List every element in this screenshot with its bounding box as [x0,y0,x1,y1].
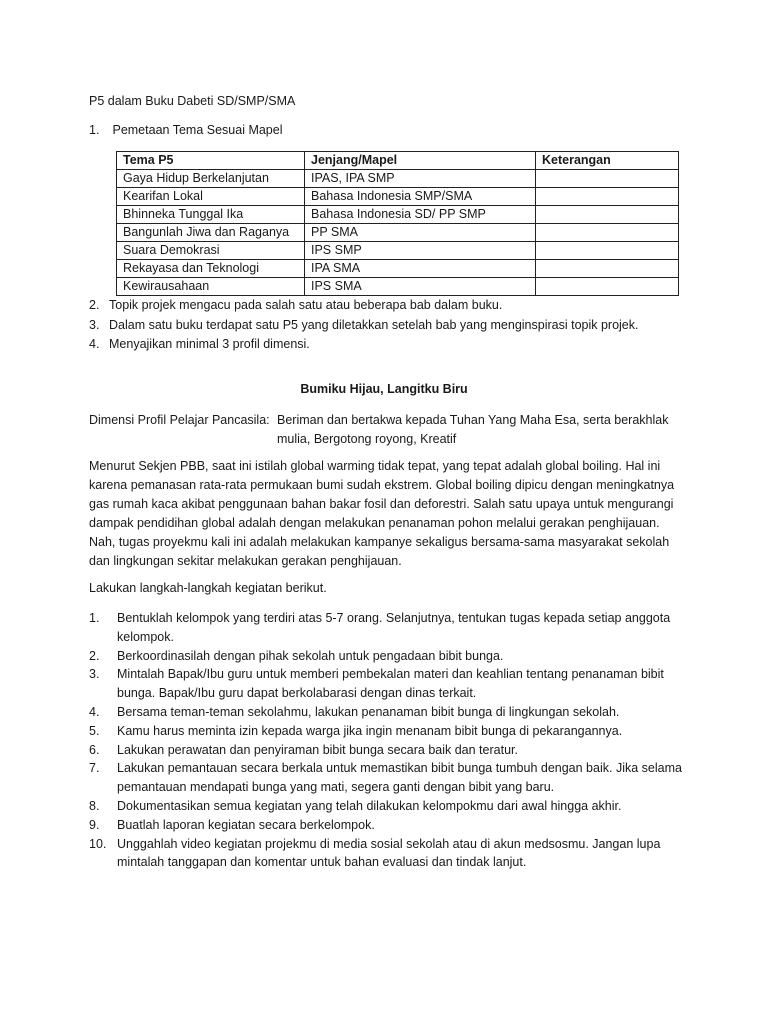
cell-keterangan [536,278,679,296]
list-item-number: 3. [89,317,100,332]
table-row [117,242,679,260]
step-number: 6. [89,742,100,757]
header-keterangan: Keterangan [536,152,679,170]
step-text: Mintalah Bapak/Ibu guru untuk memberi pembekalan materi dan keahlian tentang penanaman bibit bunga. Bapak/Ibu guru dapat berkolabarasi dengan dinas terkait. [117,667,664,701]
mapping-table [116,151,679,296]
list-item-number: 2. [89,298,100,312]
cell-jenjang: Bahasa Indonesia SMP/SMA [305,188,536,206]
table-row [117,170,679,188]
cell-jenjang: IPAS, IPA SMP [305,170,536,188]
section-1-label: Pemetaan Tema Sesuai Mapel [112,123,283,137]
steps-lead: Lakukan langkah-langkah kegiatan berikut. [89,581,327,595]
cell-jenjang: IPS SMA [305,278,536,296]
section-1-number: 1. [89,123,100,137]
step-text: Dokumentasikan semua kegiatan yang telah dilakukan kelompokmu dari awal hingga akhir. [117,798,622,813]
cell-tema: Kearifan Lokal [117,188,305,206]
table-row [117,188,679,206]
cell-keterangan [536,224,679,242]
header-tema: Tema P5 [117,152,305,170]
cell-tema: Bangunlah Jiwa dan Raganya [117,224,305,242]
intro-paragraph: Menurut Sekjen PBB, saat ini istilah global warming tidak tepat, yang tepat adalah global boiling. Hal ini karena pemanasan rata-rata permukaan bumi sudah ekstrem. Global boiling dipicu dengan meningkatnya gas rumah kaca akibat penggunaan bahan bakar fosil dan deforestri. Salah satu upaya untuk mengurangi dampak pendidihan global adalah dengan melakukan penanaman pohon melalui gerakan penghijauan. Nah, tugas proyekmu kali ini adalah melakukan kampanye sekaligus bersama-sama masyarakat sekolah dan lingkungan sekitar melakukan gerakan penghijauan. [89,459,675,568]
list-item [89,647,689,666]
list-item-number: 4. [89,337,100,351]
header-jenjang: Jenjang/Mapel [305,152,536,170]
cell-jenjang: PP SMA [305,224,536,242]
cell-keterangan [536,188,679,206]
dimensi-value: Beriman dan bertakwa kepada Tuhan Yang Maha Esa, serta berakhlak mulia, Bergotong royong, Kreatif [277,413,669,446]
step-number: 9. [89,817,100,832]
step-text: Kamu harus meminta izin kepada warga jika ingin menanam bibit bunga di pekarangannya. [117,723,623,738]
cell-keterangan [536,260,679,278]
cell-tema: Kewirausahaan [117,278,305,296]
table-row [117,224,679,242]
cell-jenjang: IPA SMA [305,260,536,278]
cell-keterangan [536,242,679,260]
step-number: 10. [89,836,107,851]
cell-tema: Bhinneka Tunggal Ika [117,206,305,224]
list-item-text: Dalam satu buku terdapat satu P5 yang diletakkan setelah bab yang menginspirasi topik projek. [109,317,639,332]
cell-jenjang: IPS SMP [305,242,536,260]
step-text: Lakukan pemantauan secara berkala untuk memastikan bibit bunga tumbuh dengan baik. Jika selama pemantauan mendapati bunga yang mati, segera ganti dengan bibit yang baru. [117,761,682,795]
notes-list [89,297,689,356]
cell-keterangan [536,170,679,188]
list-item [89,816,689,835]
cell-tema: Rekayasa dan Teknologi [117,260,305,278]
list-item [89,317,689,337]
document-heading: P5 dalam Buku Dabeti SD/SMP/SMA [89,94,296,108]
step-text: Berkoordinasilah dengan pihak sekolah untuk pengadaan bibit bunga. [117,648,504,663]
step-number: 3. [89,667,100,682]
cell-keterangan [536,206,679,224]
dimensi-label: Dimensi Profil Pelajar Pancasila: [89,413,270,427]
list-item [89,741,689,760]
step-number: 2. [89,648,100,663]
cell-tema: Gaya Hidup Berkelanjutan [117,170,305,188]
list-item-text: Topik projek mengacu pada salah satu atau beberapa bab dalam buku. [109,298,503,312]
list-item [89,722,689,741]
table-row [117,206,679,224]
step-text: Bersama teman-teman sekolahmu, lakukan penanaman bibit bunga di lingkungan sekolah. [117,704,620,719]
step-number: 7. [89,761,100,776]
step-number: 8. [89,798,100,813]
list-item [89,759,689,797]
list-item [89,835,689,873]
section-1 [89,123,283,137]
step-text: Lakukan perawatan dan penyiraman bibit bunga secara baik dan teratur. [117,742,518,757]
list-item [89,297,689,317]
project-title: Bumiku Hijau, Langitku Biru [300,382,468,396]
cell-tema: Suara Demokrasi [117,242,305,260]
list-item [89,336,689,356]
steps-list [89,609,689,872]
step-text: Buatlah laporan kegiatan secara berkelompok. [117,817,375,832]
step-text: Bentuklah kelompok yang terdiri atas 5-7 orang. Selanjutnya, tentukan tugas kepada setiap anggota kelompok. [117,611,671,644]
step-number: 1. [89,611,100,625]
list-item [89,665,689,703]
step-number: 5. [89,723,100,738]
table-row [117,260,679,278]
step-number: 4. [89,704,100,719]
step-text: Unggahlah video kegiatan projekmu di media sosial sekolah atau di akun medsosmu. Jangan lupa mintalah tanggapan dan komentar untuk bahan evaluasi dan tindak lanjut. [117,836,661,870]
table-header-row [117,152,679,170]
cell-jenjang: Bahasa Indonesia SD/ PP SMP [305,206,536,224]
table-row [117,278,679,296]
list-item-text: Menyajikan minimal 3 profil dimensi. [109,337,310,351]
list-item [89,703,689,722]
list-item [89,609,689,647]
list-item [89,797,689,816]
